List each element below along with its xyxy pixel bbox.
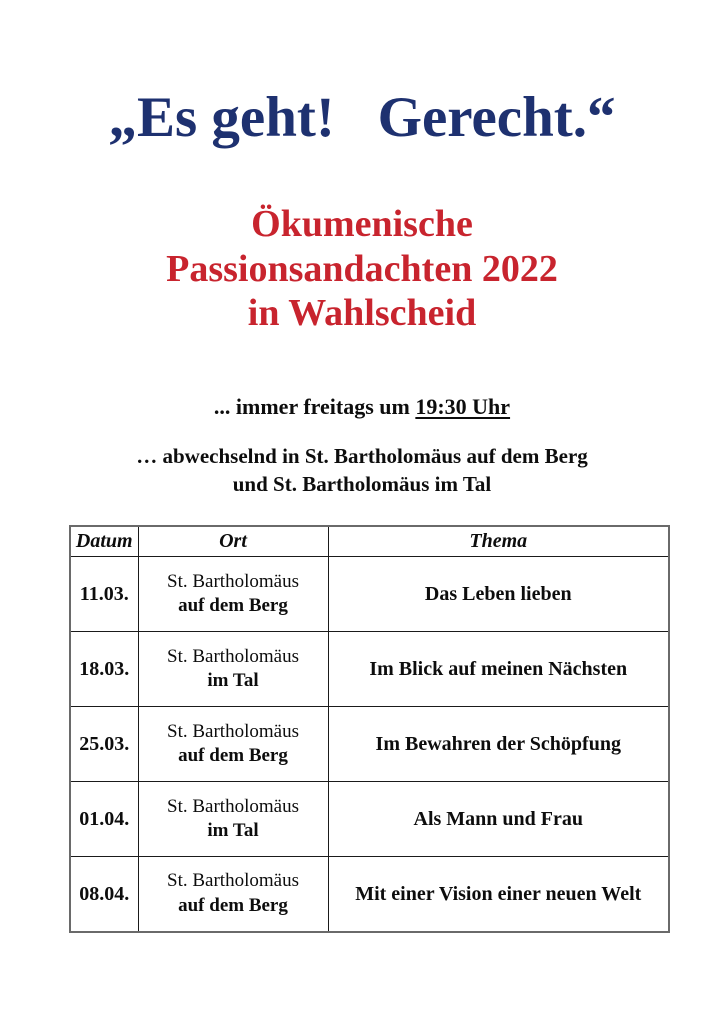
table-row — [70, 857, 669, 932]
row-location-place: im Tal — [207, 820, 259, 842]
row-topic: Im Bewahren der Schöpfung — [328, 707, 669, 782]
row-topic: Mit einer Vision einer neuen Welt — [328, 857, 669, 932]
time-info-prefix: ... immer freitags um — [213, 393, 416, 419]
table-row — [70, 707, 669, 782]
header-ort: Ort — [138, 526, 328, 557]
row-location-church: St. Bartholomäus — [167, 870, 299, 892]
row-date: 01.04. — [70, 782, 138, 857]
event-heading-line-2: Passionsandachten 2022 — [166, 247, 558, 290]
row-location — [138, 707, 328, 782]
header-thema: Thema — [328, 526, 669, 557]
table-row — [70, 557, 669, 632]
row-location-place: im Tal — [207, 670, 259, 692]
location-info — [0, 442, 724, 499]
row-location-place: auf dem Berg — [178, 595, 288, 617]
location-info-line-2: und St. Bartholomäus im Tal — [232, 472, 492, 497]
time-info — [0, 394, 724, 420]
header-datum: Datum — [70, 526, 138, 557]
event-heading-line-3: in Wahlscheid — [247, 292, 477, 335]
row-location-church: St. Bartholomäus — [167, 570, 299, 592]
row-location — [138, 632, 328, 707]
row-topic: Im Blick auf meinen Nächsten — [328, 632, 669, 707]
time-info-time: 19:30 Uhr — [415, 393, 511, 419]
row-location — [138, 857, 328, 932]
page-title: „Es geht! Gerecht.“ — [108, 86, 616, 149]
row-location-church: St. Bartholomäus — [167, 720, 299, 742]
table-row — [70, 632, 669, 707]
row-date: 25.03. — [70, 707, 138, 782]
row-location-church: St. Bartholomäus — [167, 645, 299, 667]
table-header-row — [70, 526, 669, 557]
row-location — [138, 782, 328, 857]
row-location-place: auf dem Berg — [178, 895, 288, 917]
event-heading — [0, 202, 724, 335]
row-topic: Als Mann und Frau — [328, 782, 669, 857]
row-topic: Das Leben lieben — [328, 557, 669, 632]
row-date: 18.03. — [70, 632, 138, 707]
row-date: 11.03. — [70, 557, 138, 632]
event-heading-line-1: Ökumenische — [251, 203, 473, 246]
location-info-line-1: … abwechselnd in St. Bartholomäus auf dem Berg — [136, 444, 588, 469]
row-date: 08.04. — [70, 857, 138, 932]
schedule-table — [69, 525, 670, 933]
row-location — [138, 557, 328, 632]
row-location-place: auf dem Berg — [178, 745, 288, 767]
row-location-church: St. Bartholomäus — [167, 795, 299, 817]
table-row — [70, 782, 669, 857]
